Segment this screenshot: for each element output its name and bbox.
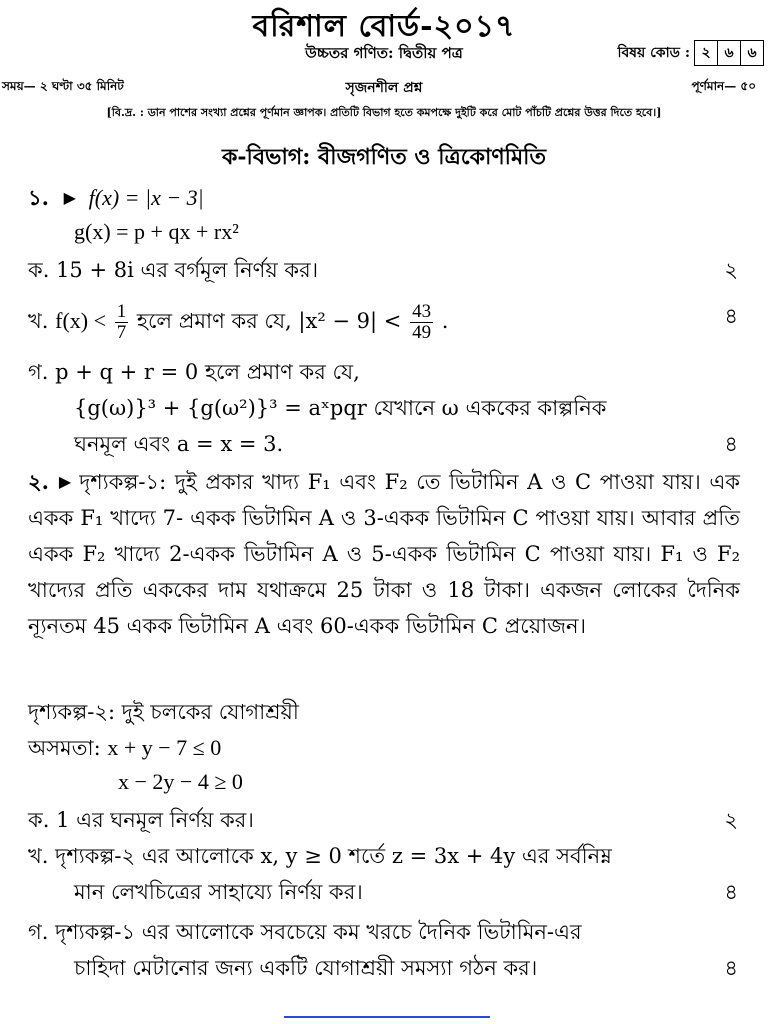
q2-inequality-1: x + y − 7 ≤ 0 [107, 735, 222, 760]
bottom-divider [284, 1016, 490, 1018]
q1-ka-label: ক. [28, 258, 50, 282]
q1-kha-label: খ. [28, 309, 49, 333]
q2-kha-line1: দৃশ্যকল্প-২ এর আলোকে x, y ≥ 0 শর্তে z = 3x + 4y এর সর্বনিম্ন [55, 844, 612, 868]
code-digit: ৬ [718, 41, 741, 65]
q1-kha-fraction-1 [115, 302, 129, 343]
q2-scenario-1 [28, 464, 740, 644]
q2-kha-mark: ৪ [724, 880, 738, 904]
q2-ga-mark: ৪ [724, 956, 738, 980]
full-marks: পূর্ণমান— ৫০ [691, 79, 756, 93]
q1-kha-fraction-2 [410, 302, 433, 343]
q1-ga-line3: ঘনমূল এবং a = x = 3. [74, 432, 284, 456]
question-type: সৃজনশীল প্রশ্ন [345, 80, 423, 96]
q2-scenario-1-text: দৃশ্যকল্প-১: দুই প্রকার খাদ্য F₁ এবং F₂ তে ভিটামিন A ও C পাওয়া যায়। এক একক F₁ খাদ্যে 7- একক ভিটামিন A ও 3-একক ভিটামিন C পাওয়া যায়। আবার প্রতি একক F₂ খাদ্যে 2-একক ভিটামিন A ও 5-একক ভিটামিন C পাওয়া যায়। F₁ ও F₂ খাদ্যের প্রতি এককের দাম যথাক্রমে 25 টাকা ও 18 টাকা। একজন লোকের দৈনিক ন্যূনতম 45 একক ভিটামিন A এবং 60-একক ভিটামিন C প্রয়োজন। [28, 470, 741, 638]
q2-ga-line1: দৃশ্যকল্প-১ এর আলোকে সবচেয়ে কম খরচে দৈনিক ভিটামিন-এর [55, 920, 582, 944]
q2-inequality-2 [118, 768, 243, 796]
q1-part-ga [28, 358, 360, 386]
q2-inequality-label: অসমতা: [28, 736, 101, 760]
q1-g-line [74, 218, 239, 246]
q2-part-ka [28, 806, 254, 834]
subject-code [617, 40, 764, 66]
section-heading: ক-বিভাগ: বীজগণিত ও ত্রিকোণমিতি [222, 144, 546, 170]
code-digit: ৬ [747, 45, 757, 61]
subject-code-box [694, 40, 764, 66]
code-digit: ২ [695, 41, 718, 65]
q1-ka-text: 15 + 8i এর বর্গমূল নির্ণয় কর। [56, 258, 319, 282]
q2-number: ২. [28, 469, 49, 494]
subject-name: উচ্চতর গণিত: দ্বিতীয় পত্র [305, 44, 463, 62]
triangle-arrow-icon: ▶ [56, 472, 74, 491]
subject-code-label: বিষয় কোড : [617, 45, 690, 61]
instruction-note: [বি.দ্র. : ডান পাশের সংখ্যা প্রশ্নের পূর্ণমান জ্ঞাপক। প্রতিটি বিভাগ হতে কমপক্ষে দুইটি করে মোট পাঁচটি প্রশ্নের উত্তর দিতে হবে।] [106, 106, 662, 119]
q1-ga-line1: p + q + r = 0 হলে প্রমাণ কর যে, [55, 360, 360, 384]
triangle-arrow-icon: ▶ [63, 188, 76, 207]
q1-kha-end: . [441, 309, 449, 333]
q2-ga-line2: চাহিদা মেটানোর জন্য একটি যোগাশ্রয়ী সমস্যা গঠন কর। [74, 956, 538, 980]
q1-g-definition: g(x) = p + qx + rx² [74, 219, 239, 244]
q1-ga-label: গ. [28, 360, 49, 384]
q1-ka-mark: ২ [724, 258, 738, 282]
q2-part-ga [28, 918, 582, 946]
q1-kha-mid: হলে প্রমাণ কর যে, |x² − 9| < [136, 309, 402, 333]
fraction-numerator: 43 [412, 301, 432, 322]
q2-inequality-2-text: x − 2y − 4 ≥ 0 [118, 769, 243, 794]
q1-part-kha [28, 302, 448, 343]
q1-kha-pre: f(x) < [55, 308, 107, 333]
q1-ga-mark: ৪ [724, 432, 738, 456]
q2-ka-text: 1 এর ঘনমূল নির্ণয় কর। [56, 808, 254, 832]
q1-ga-line2: {g(ω)}³ + {g(ω²)}³ = aˣpqr যেখানে ω এককের কাল্পনিক [74, 396, 607, 420]
q2-scenario-2-title: দৃশ্যকল্প-২: দুই চলকের যোগাশ্রয়ী [28, 700, 299, 724]
exam-time: সময়— ২ ঘণ্টা ৩৫ মিনিট [2, 79, 124, 93]
board-title: বরিশাল বোর্ড-২০১৭ [252, 9, 516, 44]
q1-header [28, 184, 204, 212]
q1-part-ka [28, 256, 318, 284]
q1-f-definition: f(x) = |x − 3| [88, 185, 204, 210]
q2-part-kha [28, 842, 612, 870]
q2-kha-label: খ. [28, 844, 49, 868]
q1-number: ১. [28, 185, 49, 210]
q2-kha-line2: মান লেখচিত্রের সাহায্যে নির্ণয় কর। [74, 880, 363, 904]
fraction-numerator: 1 [116, 301, 127, 322]
q1-kha-mark: ৪ [724, 304, 738, 328]
q2-ka-label: ক. [28, 808, 50, 832]
fraction-denominator: 7 [116, 322, 127, 343]
fraction-denominator: 49 [412, 322, 432, 343]
q2-ka-mark: ২ [724, 808, 738, 832]
q2-ga-label: গ. [28, 920, 49, 944]
q2-inequality-1-line [28, 734, 221, 762]
